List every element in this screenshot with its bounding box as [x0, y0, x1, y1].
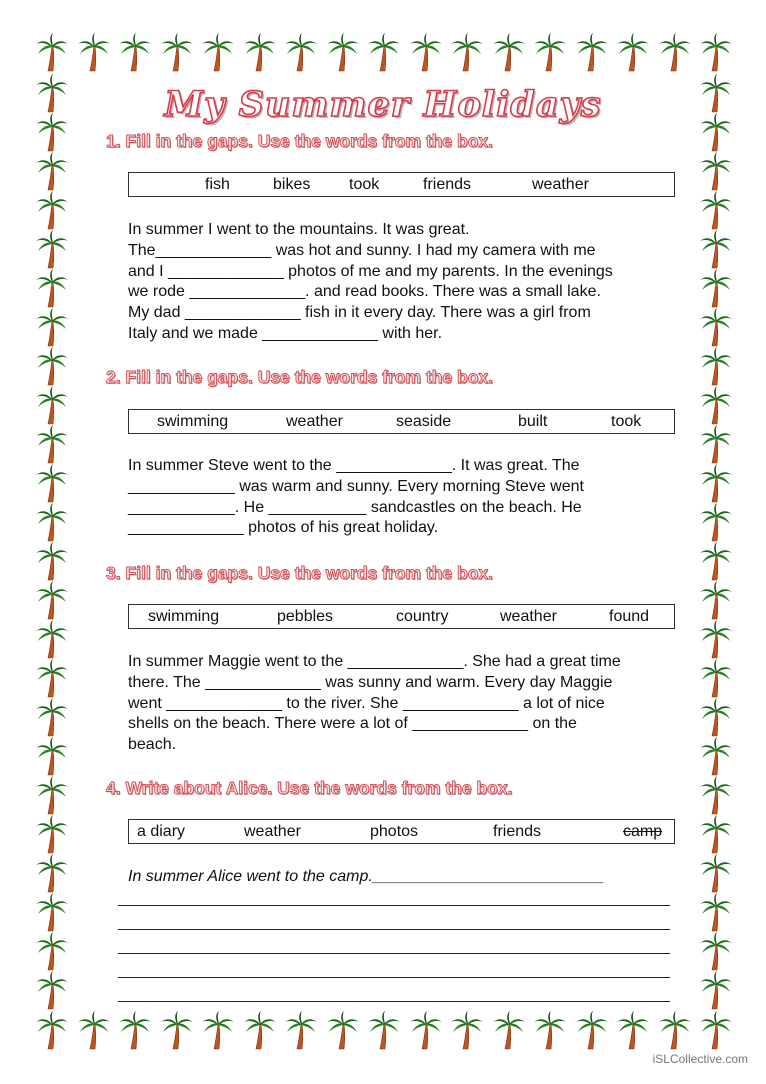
palm-tree-icon	[699, 151, 733, 191]
word-box-item: weather	[286, 413, 343, 430]
word-box-item: found	[609, 608, 650, 625]
palm-tree-icon	[575, 1010, 609, 1050]
palm-tree-icon	[35, 307, 69, 347]
text-line: beach.	[128, 736, 177, 754]
word-box-item: friends	[493, 823, 542, 840]
palm-tree-icon	[35, 580, 69, 620]
exercise-2-word-box	[128, 409, 675, 434]
palm-tree-icon	[326, 32, 360, 72]
palm-tree-icon	[284, 32, 318, 72]
palm-tree-icon	[699, 697, 733, 737]
word-box-item: country	[396, 608, 449, 625]
palm-tree-icon	[367, 32, 401, 72]
writing-line	[118, 977, 670, 978]
palm-tree-icon	[118, 1010, 152, 1050]
palm-tree-icon	[35, 229, 69, 269]
palm-tree-icon	[201, 32, 235, 72]
word-box-item: a diary	[137, 823, 186, 840]
palm-tree-icon	[658, 1010, 692, 1050]
palm-tree-icon	[699, 346, 733, 386]
palm-tree-icon	[35, 424, 69, 464]
palm-tree-icon	[35, 658, 69, 698]
text-line: went _____________ to the river. She _____________ a lot of nice	[128, 694, 605, 712]
palm-tree-icon	[243, 32, 277, 72]
palm-tree-icon	[35, 775, 69, 815]
palm-tree-icon	[699, 32, 733, 72]
text-line: My dad _____________ fish in it every day. There was a girl from	[128, 304, 591, 322]
writing-line	[118, 905, 670, 906]
exercise-3-word-box	[128, 604, 675, 629]
palm-tree-icon	[450, 1010, 484, 1050]
exercise-4-heading: 4. Write about Alice. Use the words from the box.	[106, 778, 513, 798]
palm-tree-icon	[616, 32, 650, 72]
palm-tree-icon	[492, 32, 526, 72]
text-line: The_____________ was hot and sunny. I had my camera with me	[128, 241, 596, 259]
page-title: My Summer Holidays	[164, 84, 602, 125]
palm-tree-icon	[35, 190, 69, 230]
word-box-item: weather	[244, 823, 301, 840]
palm-tree-icon	[533, 1010, 567, 1050]
palm-tree-icon	[35, 853, 69, 893]
palm-tree-icon	[243, 1010, 277, 1050]
palm-tree-icon	[77, 32, 111, 72]
text-line: In summer I went to the mountains. It was great.	[128, 221, 470, 238]
palm-tree-icon	[35, 32, 69, 72]
word-box-item: took	[611, 413, 642, 430]
palm-tree-icon	[326, 1010, 360, 1050]
palm-tree-icon	[575, 32, 609, 72]
palm-tree-icon	[699, 190, 733, 230]
palm-tree-icon	[35, 541, 69, 581]
palm-tree-icon	[699, 853, 733, 893]
word-box-item: swimming	[148, 608, 220, 625]
palm-tree-icon	[699, 502, 733, 542]
exercise-4-start-line: In summer Alice went to the camp.__________________________	[128, 868, 605, 885]
palm-tree-icon	[367, 1010, 401, 1050]
word-box-item: weather	[532, 176, 589, 193]
palm-tree-icon	[35, 268, 69, 308]
text-line: In summer Steve went to the _____________. It was great. The	[128, 457, 580, 474]
palm-tree-icon	[35, 346, 69, 386]
palm-tree-icon	[35, 814, 69, 854]
palm-tree-icon	[699, 658, 733, 698]
palm-tree-icon	[35, 892, 69, 932]
watermark-text: iSLCollective.com	[652, 1052, 748, 1066]
palm-tree-icon	[658, 32, 692, 72]
text-line: and I _____________ photos of me and my parents. In the evenings	[128, 262, 613, 280]
palm-tree-icon	[35, 970, 69, 1010]
exercise-1-word-box	[128, 172, 675, 197]
palm-tree-icon	[35, 502, 69, 542]
text-line: shells on the beach. There were a lot of _____________ on the	[128, 715, 577, 733]
writing-line	[118, 1001, 670, 1002]
palm-tree-icon	[699, 892, 733, 932]
word-box-item: built	[518, 413, 548, 430]
exercise-3-text	[128, 652, 675, 756]
palm-tree-icon	[699, 1010, 733, 1050]
palm-tree-icon	[35, 619, 69, 659]
word-box-item: weather	[500, 608, 557, 625]
word-box-item: photos	[370, 823, 419, 840]
palm-tree-icon	[699, 580, 733, 620]
palm-tree-icon	[492, 1010, 526, 1050]
exercise-1-text	[128, 220, 675, 345]
text-line: _____________ photos of his great holiday.	[128, 519, 439, 537]
palm-tree-icon	[699, 814, 733, 854]
exercise-2-text	[128, 456, 675, 539]
word-box-item: fish	[205, 176, 230, 193]
palm-tree-icon	[699, 424, 733, 464]
word-box-item: pebbles	[277, 608, 334, 625]
text-line: Italy and we made _____________ with her.	[128, 324, 443, 342]
text-line: we rode _____________. and read books. There was a small lake.	[128, 283, 601, 301]
text-line: there. The _____________ was sunny and warm. Every day Maggie	[128, 673, 613, 691]
palm-tree-icon	[409, 32, 443, 72]
palm-tree-icon	[35, 1010, 69, 1050]
palm-tree-icon	[77, 1010, 111, 1050]
palm-tree-icon	[35, 385, 69, 425]
palm-tree-icon	[699, 229, 733, 269]
palm-tree-icon	[160, 32, 194, 72]
palm-tree-icon	[533, 32, 567, 72]
palm-tree-icon	[450, 32, 484, 72]
palm-tree-icon	[699, 541, 733, 581]
palm-tree-icon	[616, 1010, 650, 1050]
palm-tree-icon	[699, 463, 733, 503]
palm-tree-icon	[35, 736, 69, 776]
palm-tree-icon	[35, 151, 69, 191]
palm-tree-icon	[699, 736, 733, 776]
palm-tree-icon	[699, 775, 733, 815]
text-line: ____________. He ___________ sandcastles on the beach. He	[128, 498, 582, 516]
palm-tree-icon	[201, 1010, 235, 1050]
palm-tree-icon	[699, 619, 733, 659]
writing-line	[118, 929, 670, 930]
word-box-item: friends	[423, 176, 472, 193]
palm-tree-icon	[409, 1010, 443, 1050]
palm-tree-icon	[699, 385, 733, 425]
text-line: ____________ was warm and sunny. Every morning Steve went	[128, 477, 584, 495]
exercise-4-word-box	[128, 819, 675, 844]
exercise-1-heading: 1. Fill in the gaps. Use the words from the box.	[106, 131, 493, 151]
exercise-3-heading: 3. Fill in the gaps. Use the words from the box.	[106, 563, 493, 583]
palm-tree-icon	[699, 931, 733, 971]
word-box-item: took	[349, 176, 380, 193]
exercise-2-heading: 2. Fill in the gaps. Use the words from the box.	[106, 367, 493, 387]
word-box-item-crossed: camp	[623, 823, 663, 840]
palm-tree-icon	[699, 268, 733, 308]
palm-tree-icon	[35, 931, 69, 971]
palm-tree-icon	[35, 697, 69, 737]
palm-tree-icon	[699, 307, 733, 347]
palm-tree-icon	[118, 32, 152, 72]
palm-tree-icon	[35, 463, 69, 503]
palm-tree-icon	[160, 1010, 194, 1050]
text-line: In summer Maggie went to the _____________. She had a great time	[128, 653, 621, 670]
palm-tree-icon	[284, 1010, 318, 1050]
writing-line	[118, 953, 670, 954]
word-box-item: seaside	[396, 413, 452, 430]
word-box-item: bikes	[273, 176, 311, 193]
palm-tree-icon	[699, 970, 733, 1010]
word-box-item: swimming	[157, 413, 229, 430]
